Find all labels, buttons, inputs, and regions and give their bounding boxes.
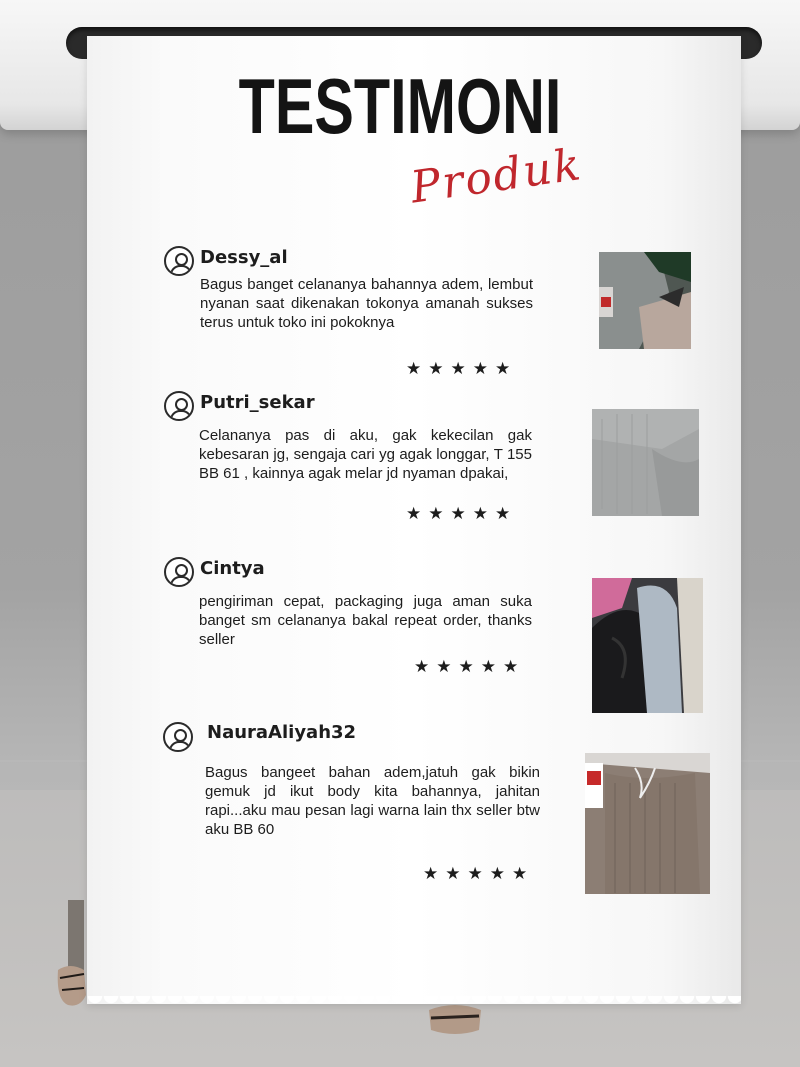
review-text: Celananya pas di aku, gak kekecilan gak kebesaran jg, sengaja cari yg agak longgar, T 155 BB 61 , kainnya agak melar jd nyaman dpakai, [199,427,532,482]
review-photo [592,578,703,713]
star-rating-icon: ★★★★★ [414,657,526,676]
reviewer-name: Dessy_al [200,247,288,268]
user-avatar-icon [163,722,193,752]
user-avatar-icon [164,391,194,421]
star-rating-icon: ★★★★★ [406,359,518,378]
star-rating-icon: ★★★★★ [406,504,518,523]
user-avatar-icon [164,246,194,276]
review-text: pengiriman cepat, packaging juga aman suka banget sm celananya bakal repeat order, thanks seller [199,593,532,648]
page-subtitle: Produk [407,138,586,214]
page-title: TESTIMONI [238,62,562,150]
review-text: Bagus banget celananya bahannya adem, lembut nyanan saat dikenakan tokonya amanah sukses terus untuk toko ini pokoknya [200,276,533,331]
review-photo [585,753,710,894]
review-text: Bagus bangeet bahan adem,jatuh gak bikin gemuk jd ikut body kita bahannya, jahitan rapi...aku mau pesan lagi warna lain thx seller btw aku BB 60 [205,764,540,838]
user-avatar-icon [164,557,194,587]
review-photo [599,252,691,349]
receipt-torn-edge [87,996,741,1012]
reviewer-name: NauraAliyah32 [207,722,357,743]
reviewer-name: Cintya [200,558,265,579]
review-photo [592,409,699,516]
star-rating-icon: ★★★★★ [423,864,535,883]
reviewer-name: Putri_sekar [200,392,315,413]
